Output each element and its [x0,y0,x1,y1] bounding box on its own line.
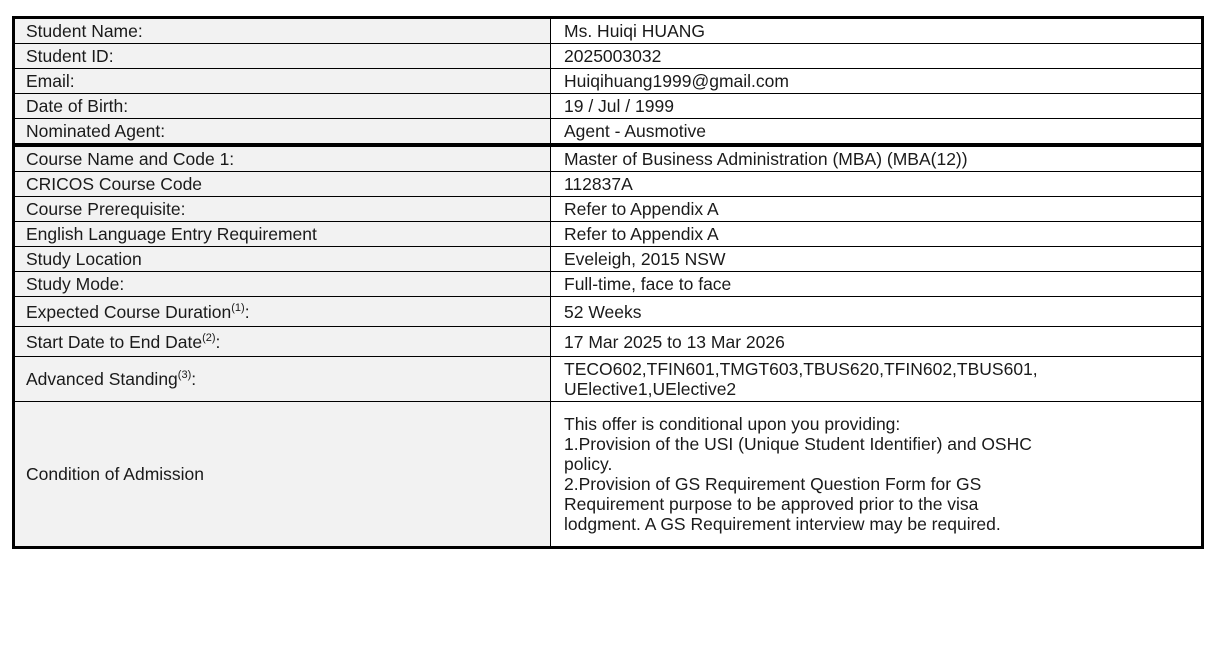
table-row [14,197,1203,222]
table-row [14,357,1203,402]
duration-label [14,297,551,327]
condition-line: This offer is conditional upon you providing: [564,414,901,434]
study-mode-value: Full-time, face to face [551,272,1203,297]
condition-line: Requirement purpose to be approved prior to the visa [564,494,979,514]
study-mode-label: Study Mode: [14,272,551,297]
course-name-value: Master of Business Administration (MBA) (MBA(12)) [551,147,1203,172]
agent-label: Nominated Agent: [14,119,551,145]
duration-label-suffix: : [244,301,250,322]
table-row [14,327,1203,357]
table-row [14,402,1203,548]
english-requirement-value: Refer to Appendix A [551,222,1203,247]
dob-label: Date of Birth: [14,94,551,119]
dates-label [14,327,551,357]
student-id-label: Student ID: [14,44,551,69]
table-row [14,69,1203,94]
dates-value: 17 Mar 2025 to 13 Mar 2026 [551,327,1203,357]
table-row [14,297,1203,327]
advanced-standing-label-suffix: : [191,369,197,389]
advanced-standing-line: TECO602,TFIN601,TMGT603,TBUS620,TFIN602,TBUS601, [564,359,1038,379]
email-label: Email: [14,69,551,94]
table-row [14,44,1203,69]
student-name-label: Student Name: [14,18,551,44]
prerequisite-label: Course Prerequisite: [14,197,551,222]
table-row [14,119,1203,145]
advanced-standing-label-text: Advanced Standing [26,369,178,389]
condition-line: 2.Provision of GS Requirement Question Form for GS [564,474,982,494]
prerequisite-value: Refer to Appendix A [551,197,1203,222]
condition-line: lodgment. A GS Requirement interview may be required. [564,514,1001,534]
condition-label: Condition of Admission [14,402,551,548]
duration-label-text: Expected Course Duration [26,301,232,322]
student-id-value: 2025003032 [551,44,1203,69]
footnote-marker: (2) [202,331,216,344]
dates-label-text: Start Date to End Date [26,331,203,352]
footnote-marker: (1) [231,301,245,314]
condition-value [551,402,1203,548]
table-row [14,272,1203,297]
english-requirement-label: English Language Entry Requirement [14,222,551,247]
duration-value: 52 Weeks [551,297,1203,327]
student-name-value: Ms. Huiqi HUANG [551,18,1203,44]
advanced-standing-label [14,357,551,402]
course-name-label: Course Name and Code 1: [14,147,551,172]
table-row [14,147,1203,172]
study-location-label: Study Location [14,247,551,272]
cricos-value: 112837A [551,172,1203,197]
offer-details-document [12,16,1204,549]
cricos-label: CRICOS Course Code [14,172,551,197]
condition-line: 1.Provision of the USI (Unique Student Identifier) and OSHC [564,434,1032,454]
course-info-table [12,146,1204,549]
table-row [14,94,1203,119]
study-location-value: Eveleigh, 2015 NSW [551,247,1203,272]
advanced-standing-value [551,357,1203,402]
dates-label-suffix: : [215,331,221,352]
dob-value: 19 / Jul / 1999 [551,94,1203,119]
table-row [14,172,1203,197]
email-value: Huiqihuang1999@gmail.com [551,69,1203,94]
table-row [14,222,1203,247]
condition-line: policy. [564,454,613,474]
student-info-table [12,16,1204,146]
agent-value: Agent - Ausmotive [551,119,1203,145]
table-row [14,247,1203,272]
table-row [14,18,1203,44]
footnote-marker: (3) [177,369,192,382]
advanced-standing-line: UElective1,UElective2 [564,379,737,399]
